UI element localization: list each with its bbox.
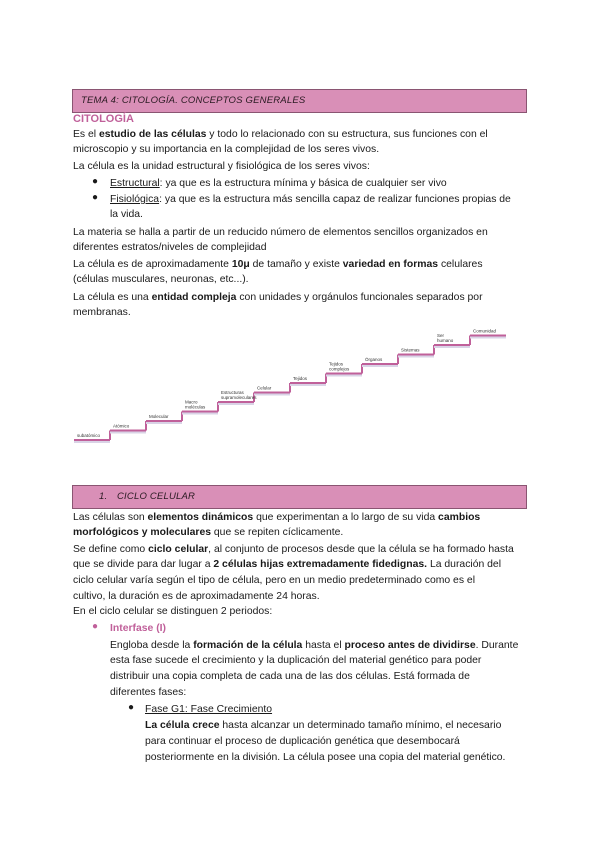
staircase-label: Tejidos [293,376,308,381]
paragraph-line: posteriormente en la división. La célula posee una copia del material genético. [145,752,506,763]
paragraph-line: que se divide para dar lugar a 2 células hijas extremadamente fidedignas. La duración del [73,559,502,570]
paragraph-line: En el ciclo celular se distinguen 2 periodos: [73,606,273,617]
paragraph-line: esta fase sucede el crecimiento y la duplicación del material genético para poder [110,655,482,666]
paragraph-line: microscopio y su importancia en la complejidad de los seres vivos. [73,144,380,155]
staircase-label: Macro moléculas [185,399,206,410]
paragraph-line: para continuar el proceso de duplicación genética que desembocará [145,736,460,747]
staircase-step-shadow [218,403,254,405]
bullet-item: Estructural: ya que es la estructura mínima y básica de cualquier ser vivo [110,178,447,189]
staircase-step-shadow [290,384,326,386]
g1-title: Fase G1: Fase Crecimiento [145,704,273,715]
paragraph-line: Se define como ciclo celular, al conjunto de procesos desde que la célula se ha formado hasta [73,544,514,555]
staircase-label: Ser humano [437,333,454,343]
bullet-dot: ● [92,176,99,187]
staircase-label: Sistemas [401,347,420,353]
interfase-title: Interfase (I) [110,623,167,634]
staircase-label: Tejidos complejos [329,361,350,372]
paragraph-line: morfológicos y moleculares que se repiten cíclicamente. [73,527,344,538]
paragraph-line: la vida. [110,209,143,220]
bullet-item: Fisiológica: ya que es la estructura más sencilla capaz de realizar funciones propias de [110,194,511,205]
staircase-label: subatómico [77,433,101,438]
paragraph-line: Las células son elementos dinámicos que experimentan a lo largo de su vida cambios [73,512,481,523]
paragraph-line: Es el estudio de las células y todo lo relacionado con su estructura, sus funciones con el [73,129,488,140]
staircase-label: Celular [257,385,272,391]
bullet-dot: ● [128,702,135,713]
staircase-step-shadow [398,356,434,358]
paragraph-line: La célula es de aproximadamente 10μ de tamaño y existe variedad en formas celulares [73,259,483,270]
staircase-label: Molecular [149,414,169,419]
staircase-label: Órganos [365,357,383,362]
staircase-label: Atómico [113,423,130,429]
staircase-step-shadow [74,441,110,443]
staircase-label: Estructuras supramoleculares [221,390,257,400]
staircase-step-shadow [362,365,398,367]
paragraph-line: La célula es la unidad estructural y fisiológica de los seres vivos: [73,161,370,172]
staircase-step-shadow [434,346,470,348]
staircase-label: Comunidad [473,328,497,334]
staircase-step-shadow [146,422,182,424]
bullet-dot: ● [92,192,99,203]
paragraph-line: diferentes fases: [110,687,187,698]
staircase-step-shadow [470,337,506,339]
paragraph-line: (células musculares, neuronas, etc...). [73,274,249,285]
paragraph-line: Engloba desde la formación de la célula hasta el proceso antes de dividirse. Durante [110,640,519,651]
section-header-text: CICLO CELULAR [117,491,196,502]
topic-header-text: TEMA 4: CITOLOGÍA. CONCEPTOS GENERALES [81,95,306,106]
section-header-number: 1. [99,491,108,502]
staircase-step-shadow [326,375,362,377]
paragraph-line: La célula crece hasta alcanzar un determinado tamaño mínimo, el necesario [145,720,502,731]
paragraph-line: diferentes estratos/niveles de complejidad [73,242,267,253]
section-title: CITOLOGÍA [73,113,134,125]
topic-header [72,89,527,113]
paragraph-line: distribuir una copia completa de cada una de las dos células. Está formada de [110,671,470,682]
paragraph-line: cultivo, la duración es de aproximadamente 24 horas. [73,591,320,602]
section-header [72,485,527,509]
bullet-dot: ● [92,621,99,632]
paragraph-line: ciclo celular varía según el tipo de célula, pero en un medio predeterminado como es el [73,575,476,586]
paragraph-line: La materia se halla a partir de un reducido número de elementos sencillos organizados en [73,227,488,238]
paragraph-line: La célula es una entidad compleja con unidades y orgánulos funcionales separados por [73,292,483,303]
paragraph-line: membranas. [73,307,131,318]
staircase-step-shadow [254,394,290,396]
complexity-staircase [74,322,534,447]
staircase-step-shadow [182,413,218,415]
staircase-step-shadow [110,432,146,434]
